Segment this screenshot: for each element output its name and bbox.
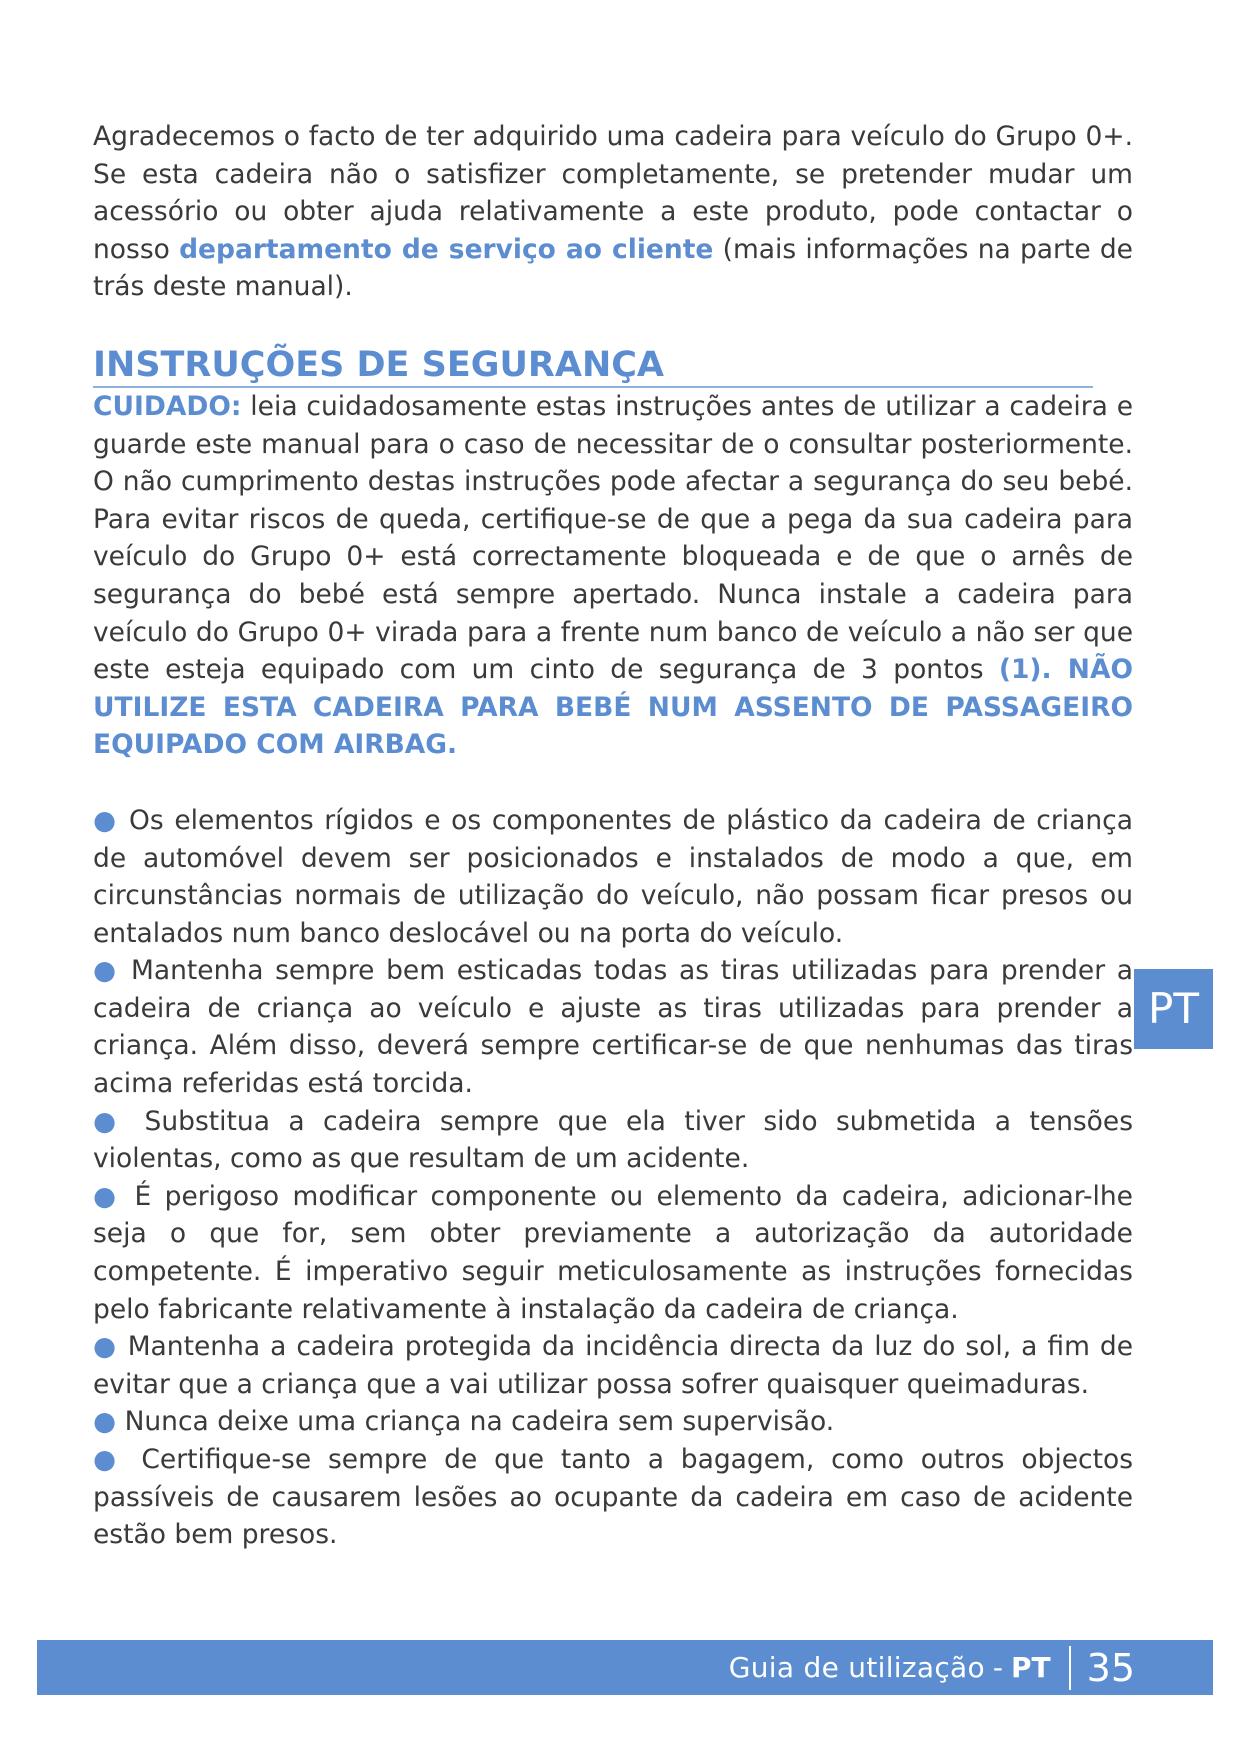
intro-text-after: (mais informações na parte de trás deste manual). — [93, 233, 1133, 303]
caution-paragraph — [93, 388, 1133, 764]
bullet-icon: ● — [93, 804, 119, 836]
bullet-icon: ● — [93, 1180, 122, 1212]
bullet-icon: ● — [93, 1406, 117, 1438]
bullet-icon: ● — [93, 1331, 118, 1363]
bullet-item — [93, 1403, 1133, 1441]
bullet-item — [93, 952, 1133, 1102]
language-tab: PT — [1134, 969, 1213, 1049]
page-content — [93, 118, 1133, 1554]
footer-dash: - — [992, 1651, 1004, 1684]
customer-service-link[interactable]: departamento de serviço ao cliente — [179, 233, 714, 265]
intro-text-before: Agradecemos o facto de ter adquirido uma cadeira para veículo do Grupo 0+. Se esta cadeira não o satisfizer completamente, se pretender mudar um acessório ou obter ajuda relativamente a este produto, pode contactar o nosso — [93, 121, 1133, 265]
safety-bullet-list — [93, 802, 1133, 1554]
bullet-item — [93, 1178, 1133, 1328]
bullet-text: Nunca deixe uma criança na cadeira sem supervisão. — [124, 1406, 835, 1438]
bullet-icon: ● — [93, 1105, 127, 1137]
bullet-item — [93, 802, 1133, 952]
footer-guide-label: Guia de utilização — [728, 1651, 985, 1684]
figure-reference: (1) — [998, 654, 1042, 686]
bullet-icon: ● — [93, 1444, 125, 1475]
airbag-warning: . NÃO UTILIZE ESTA CADEIRA PARA BEBÉ NUM ASSENTO DE PASSAGEIRO EQUIPADO COM AIRBAG. — [93, 654, 1133, 761]
footer-divider — [1069, 1646, 1071, 1690]
caution-label: CUIDADO: — [93, 390, 242, 422]
bullet-text: Substitua a cadeira sempre que ela tiver sido submetida a tensões violentas, como as que resultam de um acidente. — [93, 1105, 1133, 1175]
bullet-item — [93, 1441, 1133, 1554]
page-number: 35 — [1086, 1645, 1135, 1690]
bullet-text: Mantenha sempre bem esticadas todas as tiras utilizadas para prender a cadeira de criança ao veículo e ajuste as tiras utilizadas para prender a criança. Além disso, deverá sempre certificar-se de que nenhumas das tiras acima referidas está torcida. — [93, 955, 1133, 1100]
bullet-text: Os elementos rígidos e os componentes de plástico da cadeira de criança de automóvel devem ser posicionados e instalados de modo a que, em circunstâncias normais de utilização do veículo, não possam ficar presos ou entalados num banco deslocável ou na porta do veículo. — [93, 804, 1133, 949]
safety-heading: INSTRUÇÕES DE SEGURANÇA — [93, 344, 1093, 388]
footer-language: PT — [1011, 1651, 1051, 1684]
bullet-item — [93, 1103, 1133, 1178]
footer-content — [729, 1640, 1135, 1695]
bullet-icon: ● — [93, 955, 120, 987]
caution-text: leia cuidadosamente estas instruções antes de utilizar a cadeira e guarde este manual para o caso de necessitar de o consultar posteriormente. O não cumprimento destas instruções pode afectar a segurança do seu bebé. Para evitar riscos de queda, certifique-se de que a pega da sua cadeira para veículo do Grupo 0+ está correctamente bloqueada e de que o arnês de segurança do bebé está sempre apertado. Nunca instale a cadeira para veículo do Grupo 0+ virada para a frente num banco de veículo a não ser que este esteja equipado com um cinto de segurança de 3 pontos — [93, 390, 1133, 686]
bullet-text: É perigoso modificar componente ou elemento da cadeira, adicionar-lhe seja o que for, sem obter previamente a autorização da autoridade competente. É imperativo seguir meticulosamente as instruções fornecidas pelo fabricante relativamente à instalação da cadeira de criança. — [93, 1180, 1133, 1325]
footer-bar — [37, 1640, 1213, 1695]
intro-paragraph — [93, 118, 1133, 306]
bullet-text: Mantenha a cadeira protegida da incidência directa da luz do sol, a fim de evitar que a criança que a vai utilizar possa sofrer quaisquer queimaduras. — [93, 1331, 1133, 1400]
bullet-text: Certifique-se sempre de que tanto a bagagem, como outros objectos passíveis de causarem lesões ao ocupante da cadeira em caso de acidente estão bem presos. — [93, 1444, 1134, 1551]
bullet-item — [93, 1328, 1133, 1403]
